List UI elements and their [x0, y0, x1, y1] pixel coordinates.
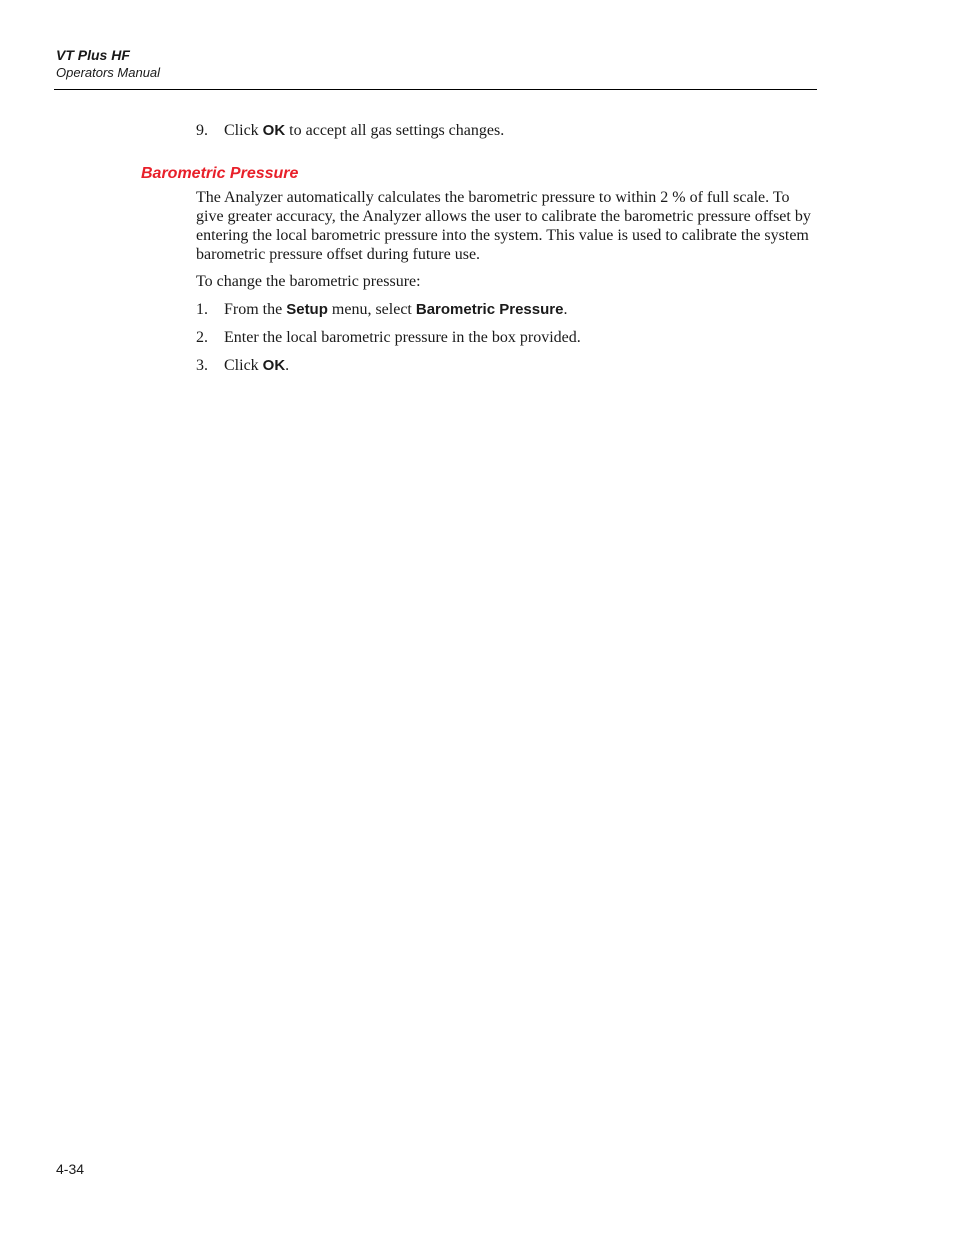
setup-menu-reference: Setup: [286, 301, 328, 318]
step-text-pre: From the: [224, 301, 287, 318]
step-text-pre: Click: [224, 357, 263, 374]
step-text-pre: Click: [224, 122, 263, 139]
step-1: [196, 300, 567, 319]
ok-button-reference: OK: [262, 357, 286, 374]
step-text-post: .: [285, 357, 290, 374]
step-3: [196, 356, 289, 375]
page-number: 4-34: [56, 1161, 85, 1177]
document-subtitle: Operators Manual: [56, 65, 161, 80]
step-text-mid: menu, select: [327, 301, 416, 318]
step-text-post: .: [563, 301, 568, 318]
step-number: 1.: [196, 301, 208, 318]
step-9: [196, 121, 504, 140]
step-number: 2.: [196, 329, 208, 346]
header-divider: [54, 89, 817, 90]
barometric-pressure-menu-item-reference: Barometric Pressure: [415, 301, 564, 318]
section-paragraph: The Analyzer automatically calculates the barometric pressure to within 2 % of full scale. To give greater accuracy, the Analyzer allows the user to calibrate the barometric pressure offset by entering the local barometric pressure into the system. This value is used to calibrate the system barometric pressure offset during future use.: [196, 189, 811, 263]
procedure-intro: To change the barometric pressure:: [196, 273, 421, 290]
page-header: [56, 46, 816, 82]
step-2: [196, 328, 581, 347]
document-title: VT Plus HF: [56, 47, 130, 63]
step-text: Enter the local barometric pressure in the box provided.: [224, 329, 581, 346]
step-number: 9.: [196, 122, 208, 139]
section-heading: Barometric Pressure: [141, 165, 299, 182]
ok-button-reference: OK: [262, 122, 286, 139]
step-number: 3.: [196, 357, 208, 374]
step-text-post: to accept all gas settings changes.: [285, 122, 505, 139]
